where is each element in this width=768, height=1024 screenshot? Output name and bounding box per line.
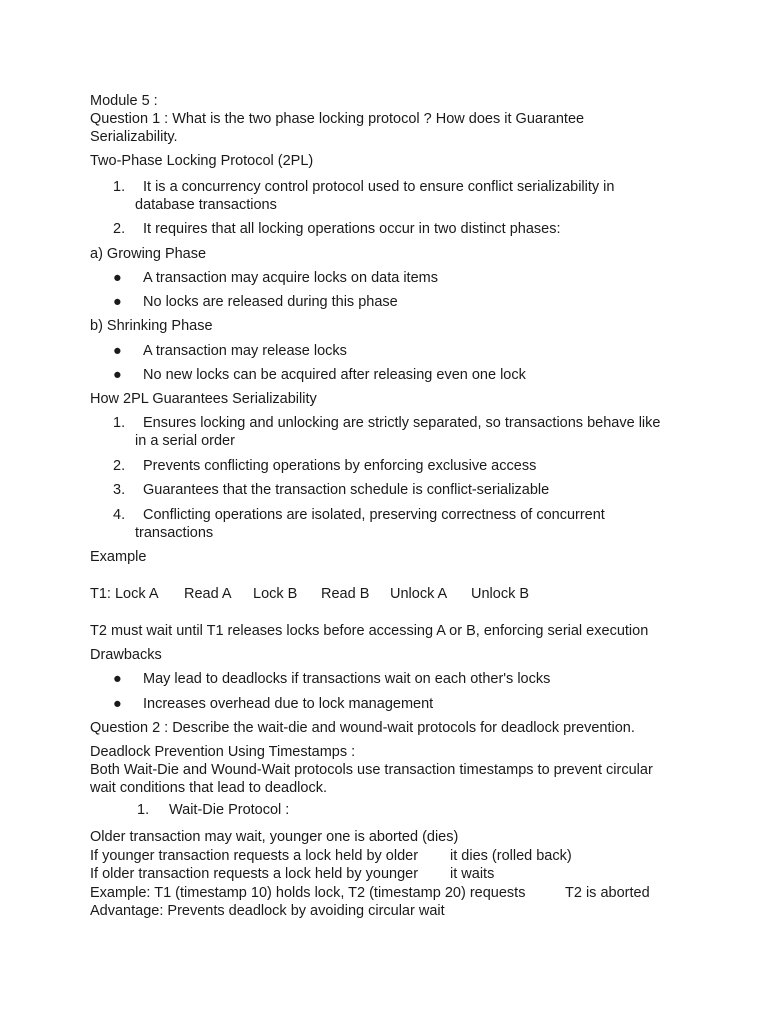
list-item-text: Prevents conflicting operations by enforcing exclusive access <box>143 458 537 474</box>
bullet-item: No new locks can be acquired after releasing even one lock <box>143 367 526 383</box>
example-step: Lock B <box>253 586 298 602</box>
bullet-item: No locks are released during this phase <box>143 294 398 310</box>
wait-die-line: Older transaction may wait, younger one is aborted (dies) <box>90 829 459 845</box>
list-number: 2. <box>113 221 126 237</box>
bullet-item: A transaction may release locks <box>143 343 347 359</box>
example-step: Unlock B <box>471 586 530 602</box>
example-step: T1: Lock A <box>90 586 159 602</box>
wait-die-line: Example: T1 (timestamp 10) holds lock, T2 (timestamp 20) requests <box>90 885 526 901</box>
question-2: Question 2 : Describe the wait-die and wound-wait protocols for deadlock prevention. <box>90 720 635 736</box>
module-title: Module 5 : <box>90 93 158 109</box>
growing-phase-heading: a) Growing Phase <box>90 246 207 262</box>
list-number: 3. <box>113 482 126 498</box>
wait-die-line: it dies (rolled back) <box>450 848 572 864</box>
list-number: 1. <box>137 802 150 818</box>
list-item-text: It requires that all locking operations occur in two distinct phases: <box>143 221 561 237</box>
guarantee-heading: How 2PL Guarantees Serializability <box>90 391 317 407</box>
example-step: Read A <box>184 586 232 602</box>
list-item-text: Guarantees that the transaction schedule is conflict-serializable <box>143 482 550 498</box>
deadlock-prevention-text: Both Wait-Die and Wound-Wait protocols use transaction timestamps to prevent circular <box>90 762 653 778</box>
list-item-text: Conflicting operations are isolated, preserving correctness of concurrent <box>143 507 605 523</box>
deadlock-prevention-text: wait conditions that lead to deadlock. <box>90 780 327 796</box>
list-number: 1. <box>113 179 126 195</box>
list-number: 1. <box>113 415 126 431</box>
example-heading: Example <box>90 549 147 565</box>
list-item-text: database transactions <box>135 197 277 213</box>
deadlock-prevention-heading: Deadlock Prevention Using Timestamps : <box>90 744 356 760</box>
bullet-icon: ● <box>113 367 122 383</box>
tpl-heading: Two-Phase Locking Protocol (2PL) <box>90 153 314 169</box>
wait-die-line: Advantage: Prevents deadlock by avoiding circular wait <box>90 903 445 919</box>
list-item-text: Ensures locking and unlocking are strictly separated, so transactions behave like <box>143 415 661 431</box>
shrinking-phase-heading: b) Shrinking Phase <box>90 318 213 334</box>
wait-die-line: T2 is aborted <box>565 885 650 901</box>
bullet-item: A transaction may acquire locks on data items <box>143 270 438 286</box>
list-number: 2. <box>113 458 126 474</box>
wait-die-line: If older transaction requests a lock held by younger <box>90 866 419 882</box>
bullet-item: Increases overhead due to lock management <box>143 696 434 712</box>
bullet-icon: ● <box>113 270 122 286</box>
bullet-icon: ● <box>113 294 122 310</box>
t2-explanation: T2 must wait until T1 releases locks before accessing A or B, enforcing serial execution <box>90 623 649 639</box>
list-item-text: It is a concurrency control protocol used to ensure conflict serializability in <box>143 179 615 195</box>
bullet-item: May lead to deadlocks if transactions wait on each other's locks <box>143 671 551 687</box>
example-step: Unlock A <box>390 586 448 602</box>
bullet-icon: ● <box>113 696 122 712</box>
example-step: Read B <box>321 586 370 602</box>
list-item-text: transactions <box>135 525 214 541</box>
question-1-line-1: Question 1 : What is the two phase locking protocol ? How does it Guarantee <box>90 111 585 127</box>
wait-die-line: If younger transaction requests a lock held by older <box>90 848 419 864</box>
list-number: 4. <box>113 507 126 523</box>
wait-die-line: it waits <box>450 866 495 882</box>
bullet-icon: ● <box>113 343 122 359</box>
bullet-icon: ● <box>113 671 122 687</box>
question-1-line-2: Serializability. <box>90 129 178 145</box>
drawbacks-heading: Drawbacks <box>90 647 162 663</box>
wait-die-title: Wait-Die Protocol : <box>169 802 290 818</box>
list-item-text: in a serial order <box>135 433 235 449</box>
